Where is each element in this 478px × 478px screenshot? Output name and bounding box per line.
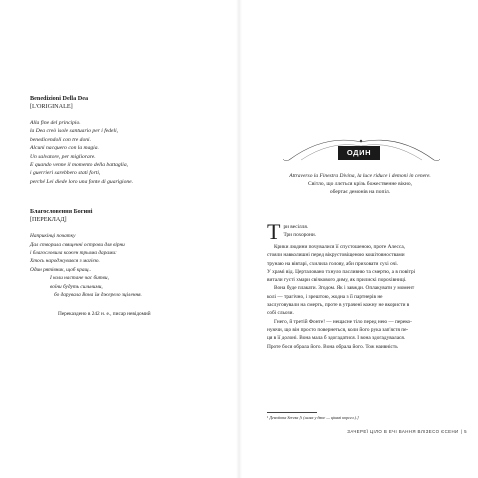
body-paragraph — [267, 318, 462, 351]
verse-line: І коли настане час битви, — [50, 275, 109, 282]
text-line: Вона буде плакати. Згодом. Як і завжди. Оплакувати у момент — [274, 285, 415, 292]
verse-line: воїни будуть сильними, — [50, 283, 103, 290]
text-line: собі сльози. — [267, 310, 294, 317]
verse-line: E quando venne il momento della battaglia, — [30, 162, 129, 169]
epigraph-italian: Attraverso la Finestra Divina, la luce riduce i demoni in cenere. — [289, 173, 431, 179]
running-footer — [317, 428, 467, 436]
verse-line: perché Lei diede loro una fonte di guarigione. — [30, 178, 134, 185]
drop-cap: Т — [267, 219, 281, 244]
text-line: Три похорони. — [283, 232, 317, 239]
verse-line: Хтось народжувався з магією. — [30, 258, 100, 265]
verse-line: Дал створила священні острови для вірни — [30, 241, 125, 248]
translation-credit: Переказдено в 242 н. е., писар невідомий — [58, 310, 151, 317]
italian-section-subtitle: [L'ORIGINALE] — [30, 103, 73, 110]
epigraph-line: обертає демонів на попіл. — [329, 189, 391, 196]
ukrainian-section-subtitle: [ПЕРЕКЛАД] — [30, 216, 67, 224]
verse-line: la Dea creò isole santuario per i fedeli, — [30, 128, 119, 135]
epigraph-line: Світло, що ллється крізь божественне вікно, — [308, 181, 412, 188]
italian-verse — [30, 119, 225, 186]
chapter-title: ОДИН — [338, 146, 380, 160]
running-footer-label: ЗАЧЕРЕЇ ЦІЛО В ЕЧІ ВАННЯ ВЛІЗЕСО ЄСЕНИ — [347, 429, 459, 434]
text-line: стояли навколишні перед вікрустовіщеною кошітовноствами — [267, 252, 405, 259]
text-line: колі — трагічно, і зрештою, жодна з її партнерів не — [267, 293, 383, 300]
text-line: У храмі від. Церталовано тхнуло пасливню та смертю, а в повітрі — [267, 268, 416, 275]
footnote-mark: ¹ — [267, 415, 269, 420]
footer-separator: | — [460, 429, 463, 434]
body-paragraph — [267, 241, 462, 284]
verse-line: i guerrieri sarebbero stati forti, — [30, 170, 101, 177]
footnote — [267, 415, 467, 421]
chapter-epigraph — [253, 172, 467, 197]
text-line: ри весілля. — [283, 224, 309, 230]
opening-lines — [267, 219, 462, 244]
verse-line: і благословила кожен трьома дарами: — [30, 250, 117, 257]
text-line: заслуговували на смерть, проте в утрачені кожну не вкористи в — [267, 302, 410, 309]
verse-line: Один рятівник, щоб кращ.. — [30, 266, 92, 273]
text-line: трунаю на вівтарі, схилила голову, аби приховати сухі очі. — [267, 260, 399, 267]
text-line: Гнего, й третій Фонте! — нещасне тіло перед нею — переко- — [274, 318, 412, 325]
text-line: нуючи, що він просто повернеться, коли його рука зап'ястя пе- — [267, 326, 409, 333]
left-page — [0, 0, 238, 478]
verse-line: benedicendoli con tre doni. — [30, 136, 91, 143]
left-column — [30, 95, 225, 318]
italian-section-title: Benedizioni Della Dea — [30, 95, 89, 102]
footnote-text: Девоtiona Sereza [i (шлях у двоє — цікаві корсел.).] — [269, 415, 359, 420]
body-paragraph — [267, 284, 462, 317]
verse-line: Наприкінці початку — [30, 233, 76, 240]
text-line: витали густі хмари свічкового диму, як прилискі порохівниці. — [267, 277, 407, 284]
page-number: 5 — [464, 429, 467, 434]
chapter-body — [267, 219, 462, 351]
ukrainian-verse — [30, 232, 225, 299]
verse-line: Alla fine del principio. — [30, 120, 81, 126]
text-line: ця в її долоні. Вона мала б здогадатися. І вона здогадувалася. — [267, 335, 406, 342]
verse-line: Un salvatore, per migliorare. — [30, 153, 96, 160]
text-line: Проте бося обрала його. Вона обрала його. Тож наивність — [267, 343, 398, 350]
ukrainian-section-title: Благословення Богині — [30, 208, 93, 216]
verse-line: Alcuni nacquero con la magia. — [30, 145, 99, 152]
footnote-divider — [267, 412, 317, 413]
verse-line: бо дарувала Вона їм джерело зцілення. — [54, 292, 142, 299]
right-page — [239, 0, 478, 478]
text-line: Крики людини почувалися її спустошеною, проте Алесса, — [274, 244, 405, 250]
